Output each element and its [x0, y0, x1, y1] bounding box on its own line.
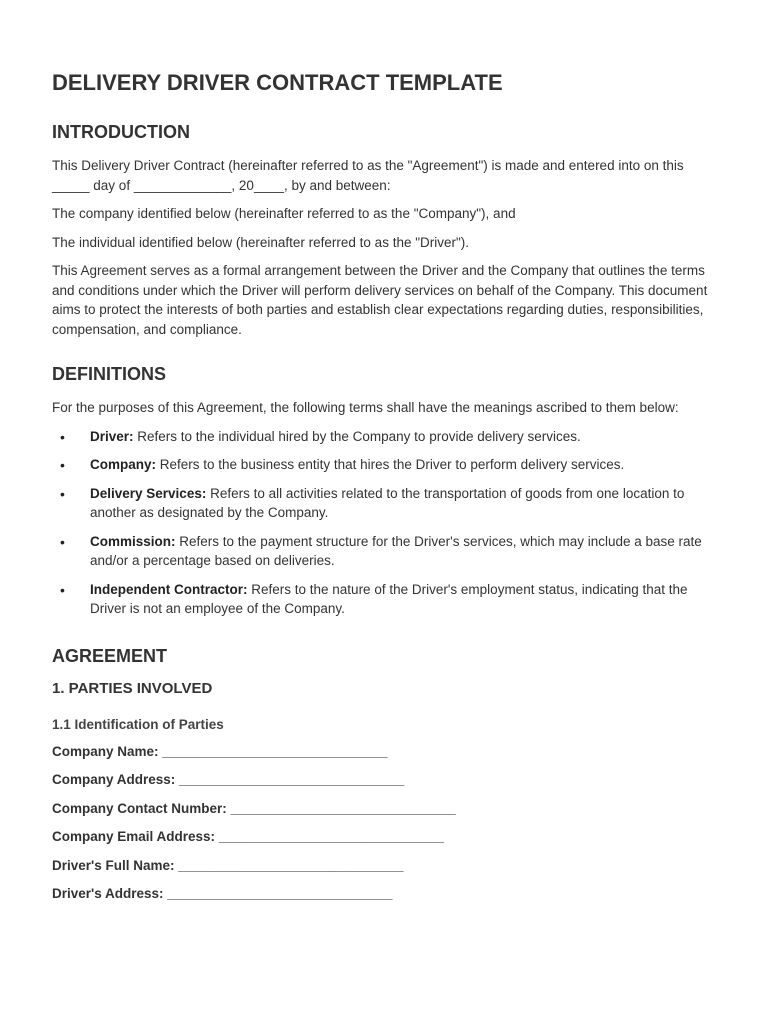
intro-paragraph-2: The company identified below (hereinafter referred to as the "Company"), and	[52, 206, 516, 221]
definition-term: Independent Contractor:	[90, 581, 248, 597]
definition-text: Refers to all activities related to the transportation of goods from one location to another as designated by the Company.	[90, 485, 685, 520]
bullet-icon: •	[60, 428, 65, 445]
company-address-field: Company Address: ______________________________	[52, 772, 405, 787]
company-email-field: Company Email Address: ______________________________	[52, 829, 445, 844]
driver-full-name-field: Driver's Full Name: ______________________________	[52, 857, 404, 873]
definition-item	[52, 455, 722, 475]
introduction-heading: INTRODUCTION	[52, 122, 190, 142]
subsection-1-1-heading: 1.1 Identification of Parties	[52, 716, 224, 732]
definitions-list	[52, 427, 722, 619]
definition-term: Commission:	[90, 533, 176, 549]
definitions-intro: For the purposes of this Agreement, the following terms shall have the meanings ascribed to them below:	[52, 400, 679, 415]
definition-text: Refers to the business entity that hires the Driver to perform delivery services.	[156, 457, 625, 472]
definition-item	[52, 427, 722, 447]
document-content	[52, 70, 722, 913]
section-1-heading: 1. PARTIES INVOLVED	[52, 679, 213, 697]
bullet-icon: •	[60, 581, 65, 598]
definition-text: Refers to the individual hired by the Company to provide delivery services.	[133, 428, 581, 444]
bullet-icon: •	[60, 457, 65, 473]
definitions-heading: DEFINITIONS	[52, 364, 167, 384]
company-contact-number-field: Company Contact Number: ______________________________	[52, 800, 456, 816]
document-title: DELIVERY DRIVER CONTRACT TEMPLATE	[52, 70, 503, 95]
definition-text: Refers to the nature of the Driver's employment status, indicating that the Driver is not an employee of the Company.	[90, 581, 688, 616]
intro-paragraph-1: This Delivery Driver Contract (hereinafter referred to as the "Agreement") is made and entered into on this _____ day of _____________, 20____, by and between:	[52, 158, 684, 193]
bullet-icon: •	[60, 533, 65, 550]
definition-term: Company:	[90, 457, 157, 472]
definition-item	[52, 532, 722, 571]
definition-item	[52, 580, 722, 619]
driver-address-field: Driver's Address: ______________________________	[52, 886, 393, 901]
agreement-heading: AGREEMENT	[52, 645, 168, 666]
intro-paragraph-3: The individual identified below (hereinafter referred to as the "Driver").	[52, 234, 470, 250]
bullet-icon: •	[60, 485, 65, 502]
intro-paragraph-4: This Agreement serves as a formal arrangement between the Driver and the Company that outlines the terms and conditions under which the Driver will perform delivery services on behalf of the Company. This document aims to protect the interests of both parties and establish clear expectations regarding duties, responsibilities, compensation, and compliance.	[52, 263, 708, 337]
definition-item	[52, 484, 722, 523]
company-name-field: Company Name: ______________________________	[52, 743, 388, 759]
definition-term: Delivery Services:	[90, 485, 207, 501]
definition-text: Refers to the payment structure for the Driver's services, which may include a base rate and/or a percentage based on deliveries.	[90, 533, 702, 568]
definition-term: Driver:	[90, 428, 134, 444]
